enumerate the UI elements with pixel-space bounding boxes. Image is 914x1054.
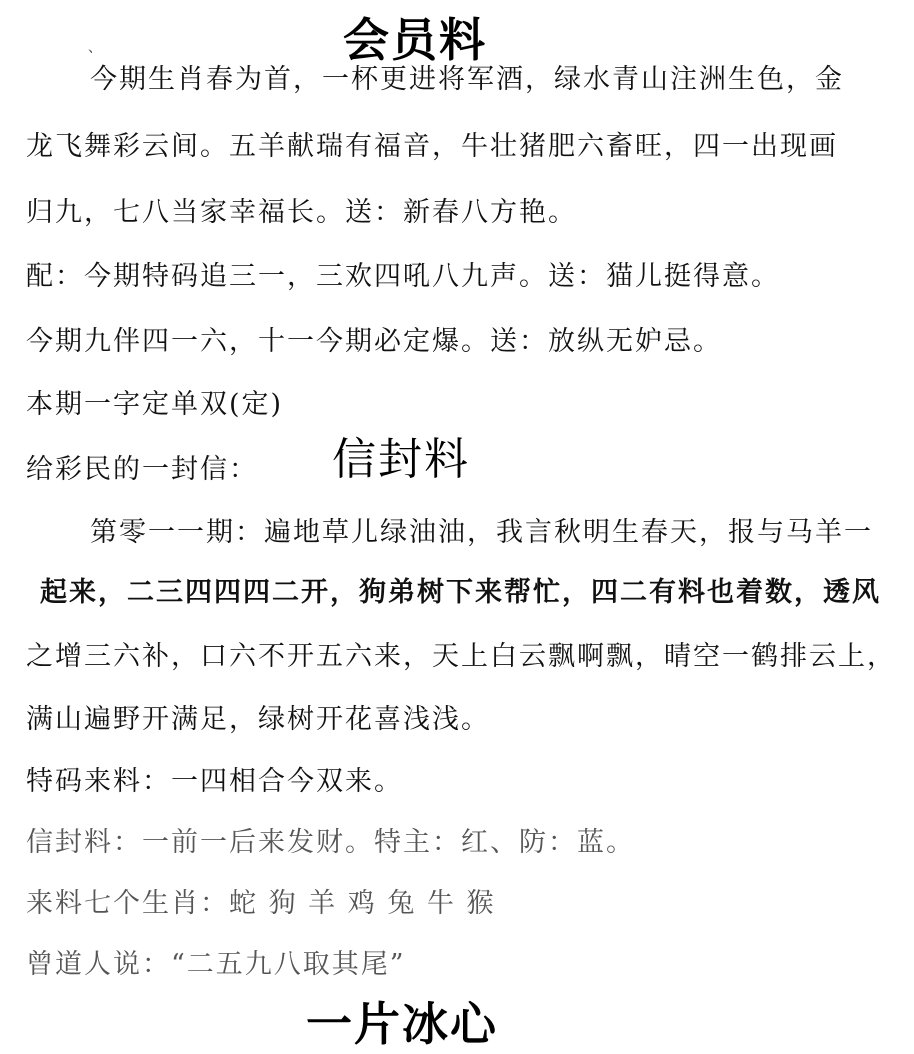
letter-line-4: 满山遍野开满足，绿树开花喜浅浅。 — [26, 704, 490, 735]
letter-section-title: 信封料 — [332, 434, 470, 485]
member-line-6: 本期一字定单双(定) — [26, 389, 284, 420]
letter-line-3: 之增三六补，口六不开五六来，天上白云飘啊飘，晴空一鹤排云上， — [26, 641, 896, 672]
footer-section-title: 一片冰心 — [306, 997, 498, 1051]
letter-line-5: 特码来料：一四相合今双来。 — [26, 766, 403, 797]
member-line-3: 归九，七八当家幸福长。送：新春八方艳。 — [26, 197, 577, 228]
scan-speck: 、 — [88, 40, 102, 56]
letter-line-8: 曾道人说：“二五九八取其尾” — [26, 949, 406, 980]
letter-line-1: 第零一一期：遍地草儿绿油油，我言秋明生春天，报与马羊一 — [90, 517, 873, 548]
member-line-1: 今期生肖春为首，一杯更进将军酒，绿水青山注洲生色，金 — [90, 64, 844, 95]
letter-line-6: 信封料：一前一后来发财。特主：红、防：蓝。 — [26, 827, 635, 858]
letter-line-7: 来料七个生肖：蛇 狗 羊 鸡 兔 牛 猴 — [26, 888, 496, 919]
member-line-4: 配：今期特码追三一，三欢四吼八九声。送：猫儿挺得意。 — [26, 261, 780, 292]
letter-intro: 给彩民的一封信： — [26, 454, 258, 485]
member-line-5: 今期九伴四一六，十一今期必定爆。送：放纵无妒忌。 — [26, 326, 722, 357]
member-section-title: 会员料 — [343, 13, 487, 67]
letter-line-2: 起来，二三四四四二开，狗弟树下来帮忙，四二有料也着数，透风 — [40, 577, 881, 608]
member-line-2: 龙飞舞彩云间。五羊献瑞有福音，牛壮猪肥六畜旺，四一出现画 — [26, 131, 838, 162]
